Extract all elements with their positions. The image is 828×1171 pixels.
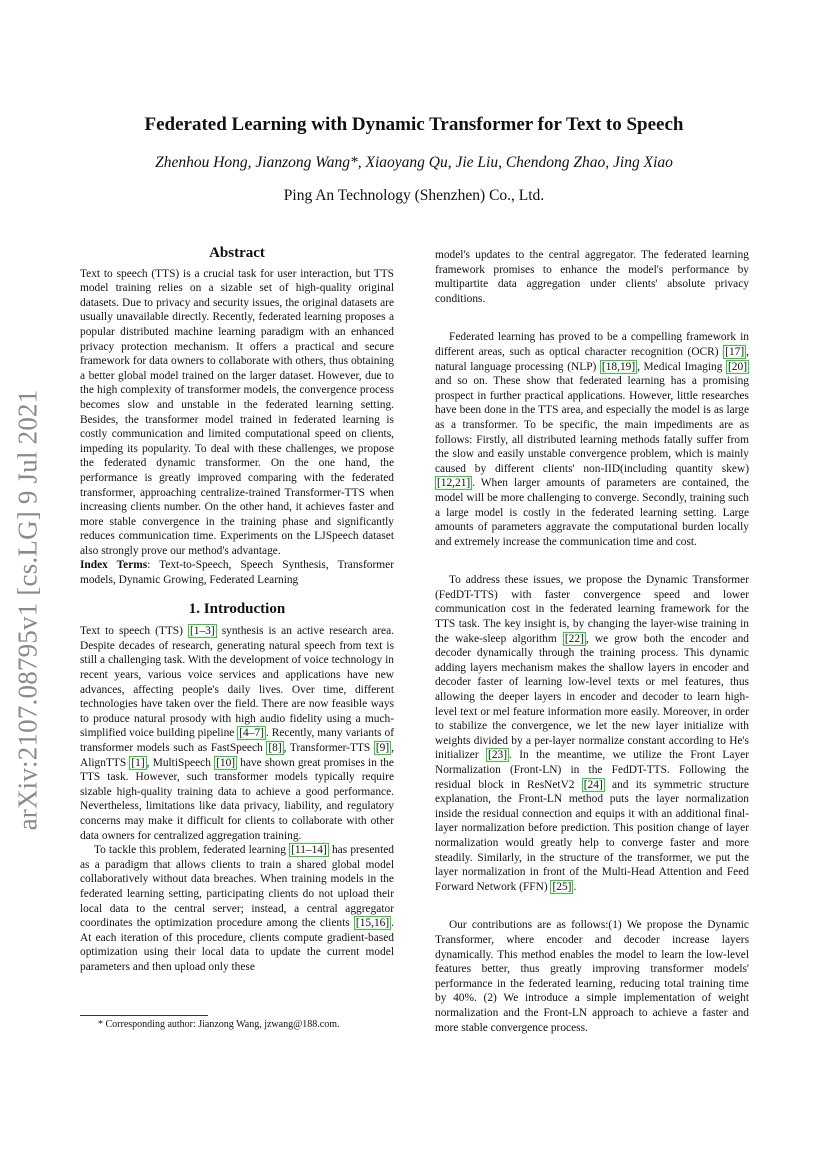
abstract-heading: Abstract — [209, 245, 265, 261]
index-terms-label: Index Terms — [80, 559, 148, 572]
right-paragraph-4: Our contributions are as follows:(1) We propose the Dynamic Transformer, where encoder and decoder increase layers dynamically. This method enables the model to learn the low-level features better, thus greatly improving transformer models' performance in the federated learning, reducing total training time by 40%. (2) We introduce a simple implementation of weight normalization and the Front-LN approach to achieve a faster and more stable convergence process. — [435, 919, 749, 1034]
arxiv-identifier — [8, 380, 48, 840]
citation-link[interactable]: [1–3] — [189, 625, 215, 638]
introduction-heading: 1. Introduction — [188, 600, 286, 617]
left-column — [80, 246, 394, 975]
citation-link[interactable]: [11–14] — [291, 844, 327, 857]
citation-link[interactable]: [22] — [564, 632, 584, 645]
arxiv-identifier-text: arXiv:2107.08795v1 [cs.LG] 9 Jul 2021 — [12, 389, 43, 831]
intro-paragraph-2: To tackle this problem, federated learning [11–14] has presented as a paradigm that allows clients to train a shared global model collaboratively without data breaches. When training models in the federated learning setting, participating clients do not upload their local data to the central server; instead, a central aggregator coordinates the optimization procedure among the clients [15,16] . At each iteration of this procedure, clients compute gradient-based optimization using their local data to update the current model parameters and then upload only these — [80, 844, 394, 973]
citation-link[interactable]: [9] — [375, 742, 390, 754]
intro-paragraph-1: Text to speech (TTS) [1–3] synthesis is an active research area. Despite decades of research, generating natural speech from text is still a challenging task. With the development of voice technology in recent years, various voice services and applications have new advances, affecting people's daily lives. Over time, different technologies have taken over the field. There are now feasible ways to produce natural prosody with high audio fidelity using a much-simplified voice building pipeline [4–7] . Recently, many variants of transformer models such as FastSpeech [8] , Transformer-TTS [9] , AlignTTS [1] , MultiSpeech [10] have shown great promises in the TTS task. However, such transformer models typically require sizable high-quality training data to achieve a good performance. Nevertheless, limitations like data privacy, liability, and regulatory concerns may make it difficult for clients to collaborate with other data owners for centralized aggregation training. — [80, 625, 394, 842]
right-paragraph-2: Federated learning has proved to be a compelling framework in different areas, such as optical character recognition (OCR) [17] , natural language processing (NLP) [18,19] , Medical Imaging [20] and so on. These show that federated learning has a promising prospect in further practical applications. However, little researches have been done in the TTS area, and especially the model is as large as a transformer. To be specific, the main impediments are as follows: Firstly, all distributed learning methods fatally suffer from the slow and easily unstable convergence problem, which is mainly caused by different clients' non-IID(including quantity skew) [12,21] . When larger amounts of parameters are contained, the model will be more challenging to converge. Secondly, training such a large model is costly in the federated learning setting. Large amounts of parameters aggravate the computational burden locally and extremely increase the communication time and cost. — [435, 331, 749, 548]
citation-link[interactable]: [4–7] — [239, 727, 264, 740]
citation-link[interactable]: [12,21] — [437, 477, 471, 490]
citation-link[interactable]: [25] — [552, 880, 572, 893]
footnote-divider — [80, 1015, 208, 1016]
index-terms — [80, 558, 394, 587]
right-column — [435, 248, 749, 1035]
citation-link[interactable]: [24] — [583, 778, 603, 791]
right-paragraph-1: model's updates to the central aggregator. The federated learning framework promises to enhance the model's performance by multipartite data aggregation under clients' absolute privacy conditions. — [435, 249, 749, 305]
citation-link[interactable]: [23] — [488, 749, 508, 762]
citation-link[interactable]: [8] — [268, 742, 282, 754]
paper-title: Federated Learning with Dynamic Transformer for Text to Speech — [144, 114, 684, 135]
citation-link[interactable]: [17] — [725, 345, 745, 358]
paper-affiliation: Ping An Technology (Shenzhen) Co., Ltd. — [283, 187, 545, 204]
citation-link[interactable]: [20] — [728, 360, 747, 373]
abstract-text: Text to speech (TTS) is a crucial task for user interaction, but TTS model training relies on a sizable set of high-quality original datasets. Due to privacy and security issues, the original datasets are usually unavailable directly. Recently, federated learning proposes a popular distributed machine learning paradigm with an enhanced privacy protection mechanism. It offers a practical and secure framework for data owners to collaborate with others, thus obtaining a better global model trained on the larger dataset. However, due to the high complexity of transformer models, the convergence process becomes slow and unstable in the federated learning setting. Besides, the transformer model trained in federated learning is costly communication and limited computational speed on clients, impeding its popularity. To deal with these challenges, we propose the federated dynamic transformer. On the one hand, the performance is greatly improved comparing with the federated transformer, approaching centralize-trained Transformer-TTS when increasing clients number. On the other hand, it achieves faster and more stable convergence in the training phase and significantly reduces communication time. Experiments on the LJSpeech dataset also strongly prove our method's advantage. — [80, 267, 394, 557]
right-paragraph-3: To address these issues, we propose the Dynamic Transformer (FedDT-TTS) with faster convergence speed and lower communication cost in the federated learning framework for the TTS task. The key insight is, by changing the layer-wise training in the wake-sleep algorithm [22] , we grow both the encoder and decoder dynamically through the training process. This dynamic adding layers mechanism makes the shallow layers in encoder and decoder faster of learning low-level texts or mel features, thus allowing the deeper layers in encoder and decoder to learn high-level text or mel feature information more easily. Moreover, in order to stabilize the convergence, we let the new layer initialize with weights divided by a per-layer normalize constant according to He's initializer [23] . In the meantime, we utilize the Front Layer Normalization (Front-LN) in the FedDT-TTS. Following the residual block in ResNetV2 [24] and its symmetric structure explanation, the Front-LN method puts the layer normalization inside the residual connection and equips it with an additional final-layer normalization before prediction. This position change of layer normalization would greatly help to converge faster and more steadily. Similarly, in the structure of the transformer, we put the layer normalization in front of the Multi-Head Attention and Feed Forward Network (FFN) [25] . — [435, 574, 749, 893]
index-terms-text: : Text-to-Speech, Speech Synthesis, Transformer models, Dynamic Growing, Federated Learning — [80, 559, 394, 587]
citation-link[interactable]: [10] — [216, 756, 236, 769]
footnote: * Corresponding author: Jianzong Wang, jzwang@188.com. — [98, 1019, 340, 1030]
paper-authors: Zhenhou Hong, Jianzong Wang*, Xiaoyang Qu, Jie Liu, Chendong Zhao, Jing Xiao — [155, 154, 673, 171]
citation-link[interactable]: [1] — [131, 756, 145, 769]
citation-link[interactable]: [15,16] — [355, 917, 390, 930]
citation-link[interactable]: [18,19] — [601, 360, 636, 373]
